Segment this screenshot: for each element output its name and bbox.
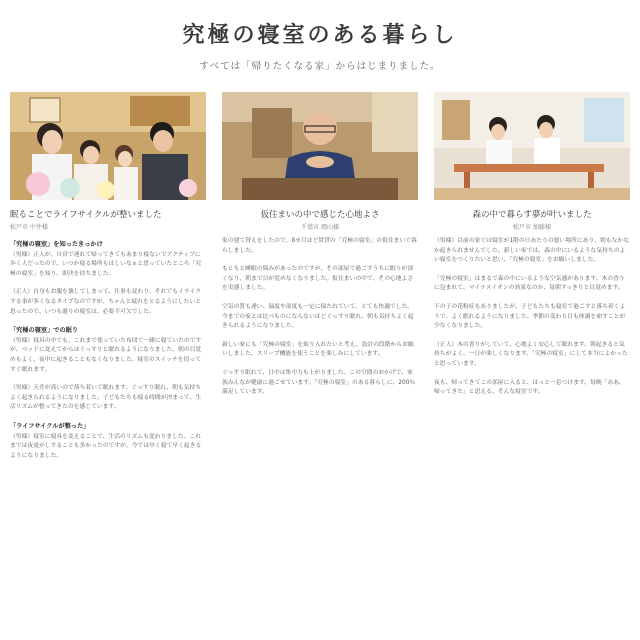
page-subtitle: すべては「帰りたくなる家」からはじまりました。 — [199, 61, 441, 72]
testimonial-column-2 — [222, 92, 418, 407]
testimonial-place: 松戸市 加藤様 — [513, 224, 551, 231]
couple-photo — [434, 92, 630, 200]
testimonial-column-3 — [434, 92, 630, 407]
testimonial-body — [10, 240, 206, 461]
testimonial-column-1 — [10, 92, 206, 470]
testimonial-headline: 森の中で暮らす夢が叶いました — [472, 210, 592, 220]
man-photo — [222, 92, 418, 200]
paragraph: もともと睡眠の悩みがあったのですが、その部屋で過ごすうちに眠りが深くなり、朝まで目が覚めなくなりました。仮住まいの中で、その心地よさを実感しました。 — [222, 266, 414, 292]
testimonial-body — [222, 237, 418, 398]
paragraph: ぐっすり眠れて、日中は集中力も上がりました。この空間のおかげで、家族みんなが健康に過ごせています。「究極の寝室」のある暮らしに、200％満足しています。 — [222, 369, 416, 396]
testimonial-body — [434, 237, 630, 398]
paragraph: （男様）以前の家では寝室が1階の日あたりの悪い場所にあり、朝もなかなか起きられませんでした。新しい家では、森の中にいるような気持ちのよい寝室をつくりたいと思い、「究極の寝室」をお願いしました。 — [434, 238, 629, 264]
paragraph: （正人）自身もお腹を壊してしまって、仕事も変わり、それでもイライラする事が多くなるタイプなのですが、ちゃんと疲れをとるようにしたいと思ったので、いつも通りの寝室は、必要不可欠でした。 — [10, 289, 202, 315]
testimonial-headline: 仮住まいの中で感じた心地よさ — [260, 210, 380, 220]
section-heading: 「ライフサイクルが整った」 — [10, 422, 90, 430]
paragraph: 家の建て替えをしたので、8カ月ほど賃貸の「究極の寝室」の仮住まいで暮らしました。 — [222, 238, 417, 254]
section-heading: 「究極の寝室」を知ったきっかけ — [10, 241, 103, 248]
paragraph: 新しい家にも「究極の寝室」を取り入れたいと考え、設計の段階からお願いしました。スリープ機能を使うことを楽しみにしています。 — [222, 341, 414, 358]
paragraph: （男様）寝室に寝具を変えることで、生活のリズムも変わりました。これまでは夜更かしすることも多かったのですが、今では早く寝て早く起きるようになりました。 — [10, 433, 202, 459]
paragraph: 空気の質も違い、温度や湿度も一定に保たれていて、とても快適でした。今までの家とは比べものにならないほどぐっすり眠れ、朝も気持ちよく起きられるようになりました。 — [222, 303, 414, 330]
family-photo — [10, 92, 206, 200]
paragraph: 「究極の寝室」はまるで森の中にいるような空気感があります。木の香りに包まれて、マイナスイオンの効果なのか、毎朝すっきりと目覚めます。 — [434, 275, 625, 292]
section-heading: 「究極の寝室」での眠り — [10, 327, 79, 335]
testimonial-place: 千葉市 岡山様 — [301, 224, 339, 231]
paragraph: （正人）木の香りがしていて、心地よく安心して眠れます。朝起きると気持ちがよく、一日が楽しくなります。「究極の寝室」にして本当によかったと思っています。 — [434, 341, 628, 367]
paragraph: 下の子の花粉症もありましたが、子どもたちも寝室で過ごすと落ち着くようで、よく眠れるようになりました。季節の変わり目も体調を崩すことが少なくなりました。 — [434, 303, 626, 330]
testimonial-headline: 眠ることでライフサイクルが整いました — [10, 210, 162, 220]
testimonial-place: 松戸市 中井様 — [10, 224, 48, 231]
paragraph: 夜も、帰ってきてこの部屋に入ると、ほっと一息つけます。毎晩「ああ、帰ってきた」と思える、そんな寝室です。 — [434, 379, 625, 396]
page-title: 究極の寝室のある暮らし — [182, 22, 458, 48]
paragraph: （男様）正人が、自営で連れて帰ってきてもあまり寝ないでアクティブに歩く人だったので、いつか寝る場所もほしいなぁと思っていたところ「究極の寝室」を知り、即決を持ちました。 — [10, 251, 202, 277]
paragraph: （男様）天井が高いので落ち着いて眠れます。ぐっすり眠れ、朝も気持ちよく起きられるようになりました。子どもたちも寝る時間が決まって、生活リズムが整ってきたのを感じています。 — [10, 385, 202, 411]
paragraph: （男様）寝具の中でも、これまで使っていた布団で一緒に寝ていたのですが、ベッドに変えてからはぐっすりと眠れるようになりました。朝の目覚めもよく、夜中に起きることもなくなりました。寝室のスイッチを切ってすぐ眠れます。 — [10, 337, 202, 373]
